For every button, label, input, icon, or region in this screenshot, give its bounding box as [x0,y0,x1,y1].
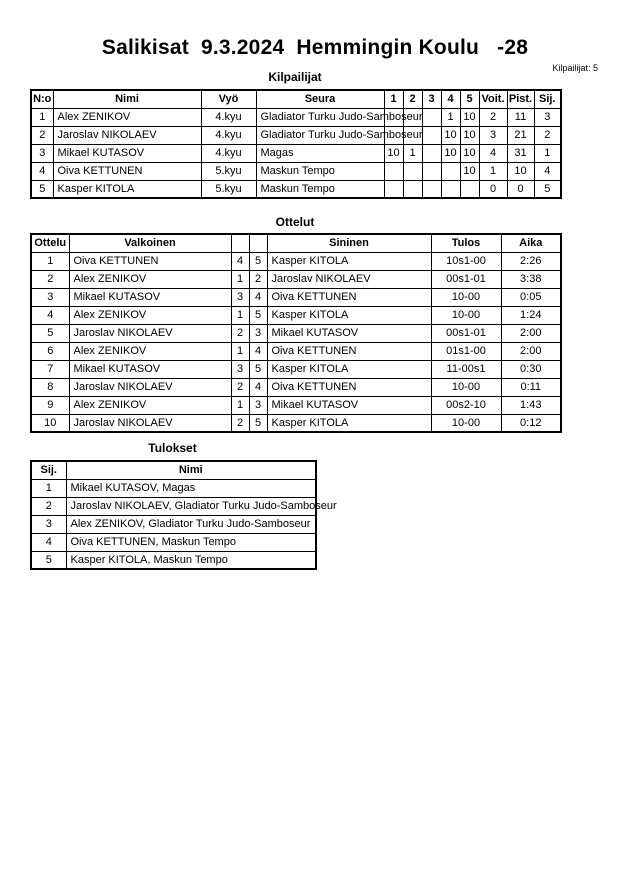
header-sininen: Sininen [267,234,431,252]
result-vs-5-cell: 10 [460,108,479,126]
final-placement-cell: 3 [31,515,66,533]
kilpailijat-header-row [31,90,561,108]
ottelut-header-row [31,234,561,252]
final-name-cell-text: Alex ZENIKOV, Gladiator Turku Judo-Samboseur [70,518,311,530]
points-cell: 0 [507,180,534,198]
match-time-cell: 1:24 [501,306,561,324]
header-seura: Seura [256,90,384,108]
result-vs-5-cell [460,180,479,198]
ottelut-row [31,342,561,360]
blue-player-number-cell: 4 [249,342,267,360]
white-player-number-cell: 2 [231,324,249,342]
blue-player-number-cell: 5 [249,306,267,324]
result-vs-4-cell: 10 [441,144,460,162]
ottelut-row [31,360,561,378]
match-time-cell: 1:43 [501,396,561,414]
match-result-cell: 10s1-00 [431,252,501,270]
competitor-club-cell [256,108,423,126]
white-player-number-cell: 1 [231,306,249,324]
match-time-cell: 0:30 [501,360,561,378]
competitor-number-cell: 2 [31,126,53,144]
match-time-cell: 0:11 [501,378,561,396]
competitor-name-cell: Alex ZENIKOV [53,108,201,126]
result-vs-1-cell [384,180,403,198]
header-voit: Voit. [479,90,507,108]
competitor-club-cell-text: Gladiator Turku Judo-Samboseur [260,111,423,123]
result-vs-5-cell: 10 [460,162,479,180]
result-vs-3-cell [422,162,441,180]
kilpailijat-table [30,89,562,199]
final-placement-cell: 5 [31,551,66,569]
header-opp3: 3 [422,90,441,108]
competitor-club-cell [256,180,384,198]
final-name-cell [66,497,337,515]
header-pist: Pist. [507,90,534,108]
competitor-name-cell: Oiva KETTUNEN [53,162,201,180]
result-vs-3-cell [422,180,441,198]
wins-cell: 2 [479,108,507,126]
header-opp5: 5 [460,90,479,108]
white-player-cell: Alex ZENIKOV [69,270,231,288]
ottelut-row [31,306,561,324]
header-white-number [231,234,249,252]
competitor-number-cell: 1 [31,108,53,126]
match-result-cell: 11-00s1 [431,360,501,378]
tulokset-row [31,497,316,515]
points-cell: 11 [507,108,534,126]
page-title: Salikisat 9.3.2024 Hemmingin Koulu -28 [101,36,529,59]
white-player-number-cell: 1 [231,270,249,288]
white-player-cell: Oiva KETTUNEN [69,252,231,270]
white-player-number-cell: 4 [231,252,249,270]
blue-player-cell: Mikael KUTASOV [267,324,431,342]
competitor-club-cell-text: Maskun Tempo [260,182,335,195]
match-time-cell: 3:38 [501,270,561,288]
header-nimi: Nimi [53,90,201,108]
competitor-belt-cell: 4.kyu [201,126,256,144]
white-player-number-cell: 1 [231,396,249,414]
ottelut-table [30,233,562,433]
competitor-club-cell [256,162,384,180]
match-number-cell: 4 [31,306,69,324]
competitor-belt-cell: 4.kyu [201,108,256,126]
final-placement-cell: 1 [31,479,66,497]
result-vs-5-cell: 10 [460,126,479,144]
tulokset-row [31,551,316,569]
white-player-number-cell: 1 [231,342,249,360]
match-result-cell: 00s2-10 [431,396,501,414]
match-result-cell: 01s1-00 [431,342,501,360]
placement-cell: 1 [534,144,561,162]
white-player-cell: Alex ZENIKOV [69,396,231,414]
result-vs-4-cell [441,180,460,198]
final-name-cell [66,533,316,551]
match-time-cell: 2:00 [501,342,561,360]
header-opp2: 2 [403,90,422,108]
wins-cell: 3 [479,126,507,144]
blue-player-number-cell: 3 [249,396,267,414]
blue-player-cell: Oiva KETTUNEN [267,378,431,396]
match-result-cell: 00s1-01 [431,324,501,342]
white-player-number-cell: 2 [231,378,249,396]
match-number-cell: 8 [31,378,69,396]
blue-player-cell: Mikael KUTASOV [267,396,431,414]
header-aika: Aika [501,234,561,252]
final-name-cell [66,551,316,569]
match-number-cell: 1 [31,252,69,270]
result-vs-4-cell: 1 [441,108,460,126]
competitor-club-cell-text: Magas [260,147,294,159]
wins-cell: 4 [479,144,507,162]
header-ottelu: Ottelu [31,234,69,252]
blue-player-number-cell: 4 [249,378,267,396]
match-number-cell: 6 [31,342,69,360]
white-player-number-cell: 3 [231,360,249,378]
competitor-number-cell: 3 [31,144,53,162]
competitor-club-cell-text: Gladiator Turku Judo-Samboseur [260,129,423,141]
final-placement-cell: 2 [31,497,66,515]
kilpailijat-row [31,162,561,180]
match-time-cell: 0:05 [501,288,561,306]
blue-player-cell: Kasper KITOLA [267,360,431,378]
tulokset-table [30,460,337,570]
match-result-cell: 10-00 [431,378,501,396]
header-tulokset-sij: Sij. [31,461,66,479]
blue-player-cell: Jaroslav NIKOLAEV [267,270,431,288]
blue-player-number-cell: 5 [249,414,267,432]
blue-player-cell: Oiva KETTUNEN [267,342,431,360]
match-time-cell: 2:00 [501,324,561,342]
points-cell: 31 [507,144,534,162]
section-title-tulokset: Tulokset [148,441,197,455]
blue-player-number-cell: 5 [249,360,267,378]
white-player-cell: Jaroslav NIKOLAEV [69,414,231,432]
result-vs-5-cell: 10 [460,144,479,162]
wins-cell: 0 [479,180,507,198]
result-vs-2-cell: 1 [403,144,422,162]
match-time-cell: 2:26 [501,252,561,270]
final-name-cell [66,515,316,533]
blue-player-number-cell: 3 [249,324,267,342]
match-result-cell: 10-00 [431,288,501,306]
competitor-club-cell [256,126,423,144]
competitor-belt-cell: 5.kyu [201,162,256,180]
final-name-cell-text: Kasper KITOLA, Maskun Tempo [70,553,228,566]
placement-cell: 3 [534,108,561,126]
final-name-cell-text: Mikael KUTASOV, Magas [70,482,196,494]
competitors-count: Kilpailijat: 5 [552,63,598,73]
ottelut-row [31,396,561,414]
wins-cell: 1 [479,162,507,180]
kilpailijat-row [31,108,561,126]
section-title-ottelut: Ottelut [275,215,315,229]
white-player-cell: Jaroslav NIKOLAEV [69,378,231,396]
white-player-cell: Alex ZENIKOV [69,306,231,324]
match-number-cell: 2 [31,270,69,288]
result-vs-1-cell [384,162,403,180]
result-vs-3-cell [422,144,441,162]
header-valkoinen: Valkoinen [69,234,231,252]
points-cell: 10 [507,162,534,180]
ottelut-row [31,288,561,306]
kilpailijat-row [31,126,561,144]
white-player-cell: Jaroslav NIKOLAEV [69,324,231,342]
ottelut-row [31,252,561,270]
competitor-name-cell: Kasper KITOLA [53,180,201,198]
white-player-number-cell: 2 [231,414,249,432]
match-result-cell: 10-00 [431,306,501,324]
white-player-cell: Alex ZENIKOV [69,342,231,360]
match-number-cell: 10 [31,414,69,432]
ottelut-row [31,270,561,288]
result-vs-2-cell [403,180,422,198]
match-result-cell: 00s1-01 [431,270,501,288]
match-number-cell: 3 [31,288,69,306]
placement-cell: 5 [534,180,561,198]
white-player-number-cell: 3 [231,288,249,306]
header-opp4: 4 [441,90,460,108]
section-title-kilpailijat: Kilpailijat [268,70,322,84]
blue-player-cell: Oiva KETTUNEN [267,288,431,306]
competitor-club-cell-text: Maskun Tempo [260,165,335,177]
final-name-cell-text: Oiva KETTUNEN, Maskun Tempo [70,536,236,548]
tulokset-row [31,479,316,497]
result-vs-4-cell: 10 [441,126,460,144]
final-name-cell-text: Jaroslav NIKOLAEV, Gladiator Turku Judo-Samboseur [70,500,337,512]
kilpailijat-row [31,144,561,162]
match-time-cell: 0:12 [501,414,561,432]
tulokset-header-row [31,461,316,479]
blue-player-cell: Kasper KITOLA [267,306,431,324]
match-number-cell: 5 [31,324,69,342]
white-player-cell: Mikael KUTASOV [69,360,231,378]
match-result-cell: 10-00 [431,414,501,432]
header-no: N:o [31,90,53,108]
competitor-number-cell: 4 [31,162,53,180]
result-vs-2-cell [403,162,422,180]
header-blue-number [249,234,267,252]
tulokset-row [31,515,316,533]
competitor-belt-cell: 5.kyu [201,180,256,198]
competitor-club-cell [256,144,384,162]
ottelut-row [31,414,561,432]
blue-player-number-cell: 5 [249,252,267,270]
match-number-cell: 7 [31,360,69,378]
blue-player-cell: Kasper KITOLA [267,252,431,270]
blue-player-number-cell: 4 [249,288,267,306]
white-player-cell: Mikael KUTASOV [69,288,231,306]
blue-player-cell: Kasper KITOLA [267,414,431,432]
ottelut-row [31,378,561,396]
final-name-cell [66,479,316,497]
header-tulokset-nimi: Nimi [66,461,316,479]
result-vs-1-cell: 10 [384,144,403,162]
competitor-name-cell: Mikael KUTASOV [53,144,201,162]
blue-player-number-cell: 2 [249,270,267,288]
match-number-cell: 9 [31,396,69,414]
header-sij: Sij. [534,90,561,108]
header-tulos: Tulos [431,234,501,252]
header-vyo: Vyö [201,90,256,108]
kilpailijat-row [31,180,561,198]
result-vs-3-cell [422,126,441,144]
final-placement-cell: 4 [31,533,66,551]
placement-cell: 4 [534,162,561,180]
ottelut-row [31,324,561,342]
result-vs-3-cell [422,108,441,126]
placement-cell: 2 [534,126,561,144]
header-opp1: 1 [384,90,403,108]
tulokset-row [31,533,316,551]
competitor-number-cell: 5 [31,180,53,198]
points-cell: 21 [507,126,534,144]
competitor-belt-cell: 4.kyu [201,144,256,162]
result-vs-4-cell [441,162,460,180]
competitor-name-cell: Jaroslav NIKOLAEV [53,126,201,144]
